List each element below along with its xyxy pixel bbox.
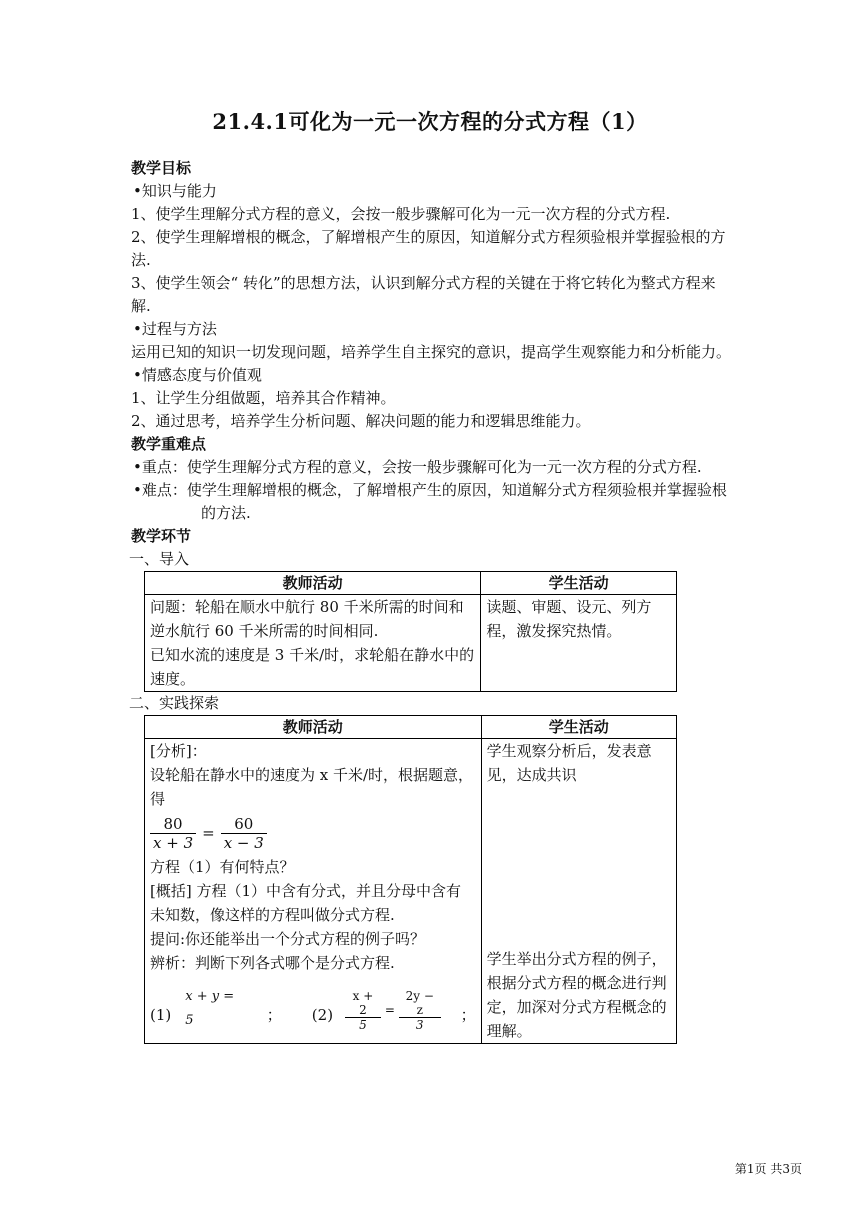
example-2-equals: =	[384, 1003, 395, 1017]
goal-e1: 1、让学生分组做题，培养其合作精神。	[131, 389, 396, 407]
intro-student-cell: 读题、审题、设元、列方程，激发探究热情。	[481, 595, 677, 692]
equation-1	[150, 811, 476, 855]
intro-known: 已知水流的速度是 3 千米/时，求轮船在静水中的速度。	[150, 646, 475, 688]
content	[131, 157, 731, 1044]
intro-table	[144, 571, 677, 692]
section-practice: 二、实践探索	[129, 694, 220, 712]
example-1-label: (1)	[150, 1006, 172, 1024]
key-point: •重点：使学生理解分式方程的意义，会按一般步骤解可化为一元一次方程的分式方程.	[133, 458, 702, 476]
process-heading: •过程与方法	[133, 320, 217, 338]
page-title: 21.4.1可化为一元一次方程的分式方程（1）	[212, 109, 648, 134]
col-teacher: 教师活动	[145, 716, 482, 739]
analysis-label: [分析]：	[150, 742, 207, 760]
goal-e2: 2、通过思考，培养学生分析问题、解决问题的能力和逻辑思维能力。	[131, 412, 591, 430]
goal-k1: 1、使学生理解分式方程的意义，会按一般步骤解可化为一元一次方程的分式方程.	[131, 205, 671, 223]
practice-table	[144, 715, 677, 1044]
student-response-2: 学生举出分式方程的例子，根据分式方程的概念进行判定，加深对分式方程概念的理解。	[486, 950, 667, 1040]
goal-k3: 3、使学生领会“ 转化”的思想方法，认识到解分式方程的关键在于将它转化为整式方程来解.	[131, 274, 716, 315]
student-response-1: 学生观察分析后，发表意见，达成共识	[486, 742, 652, 784]
equation-question: 方程（1）有何特点？	[150, 858, 295, 876]
col-teacher: 教师活动	[145, 572, 481, 595]
section-intro: 一、导入	[129, 550, 190, 568]
summary: [概括] 方程（1）中含有分式，并且分母中含有未知数，像这样的方程叫做分式方程.	[150, 882, 462, 924]
example-2-label: (2)	[311, 1006, 334, 1024]
equals-sign: =	[202, 824, 215, 842]
fraction-right: $\frac{60}{x - 3}$	[221, 815, 267, 852]
example-sep-1: ；	[266, 1006, 282, 1024]
practice-teacher-cell	[145, 739, 482, 1044]
goal-k2: 2、使学生理解增根的概念，了解增根产生的原因，知道解分式方程须验根并掌握验根的方法.	[131, 228, 726, 269]
practice-student-cell	[481, 739, 676, 1044]
emotion-heading: •情感态度与价值观	[133, 366, 262, 384]
analysis-setup: 设轮船在静水中的速度为 x 千米/时，根据题意，得	[150, 766, 474, 808]
goal-p1: 运用已知的知识一切发现问题，培养学生自主探究的意识，提高学生观察能力和分析能力。	[131, 343, 732, 361]
difficult-point: •难点：使学生理解增根的概念，了解增根产生的原因，知道解分式方程须验根并掌握验根的方法.	[133, 481, 727, 522]
page-footer: 第1页 共3页	[734, 1162, 802, 1176]
knowledge-heading: •知识与能力	[133, 182, 217, 200]
key-points-heading: 教学重难点	[131, 435, 207, 453]
intro-teacher-cell	[145, 595, 481, 692]
ask: 提问:你还能举出一个分式方程的例子吗？	[150, 930, 426, 948]
judge: 辨析：判断下列各式哪个是分式方程.	[150, 954, 395, 972]
col-student: 学生活动	[481, 572, 677, 595]
example-1-expr: x + y = 5	[185, 989, 235, 1028]
example-2-right: $\frac{2y - z}{3}$	[399, 989, 441, 1032]
goals-heading: 教学目标	[131, 159, 192, 177]
fraction-left: $\frac{80}{x + 3}$	[150, 815, 196, 852]
steps-heading: 教学环节	[131, 527, 192, 545]
example-sep-2: ；	[460, 1006, 476, 1024]
examples-row	[150, 988, 476, 1037]
example-2-left: $\frac{x + 2}{5}$	[345, 989, 381, 1032]
col-student: 学生活动	[481, 716, 676, 739]
intro-problem: 问题：轮船在顺水中航行 80 千米所需的时间和逆水航行 60 千米所需的时间相同.	[150, 598, 464, 640]
